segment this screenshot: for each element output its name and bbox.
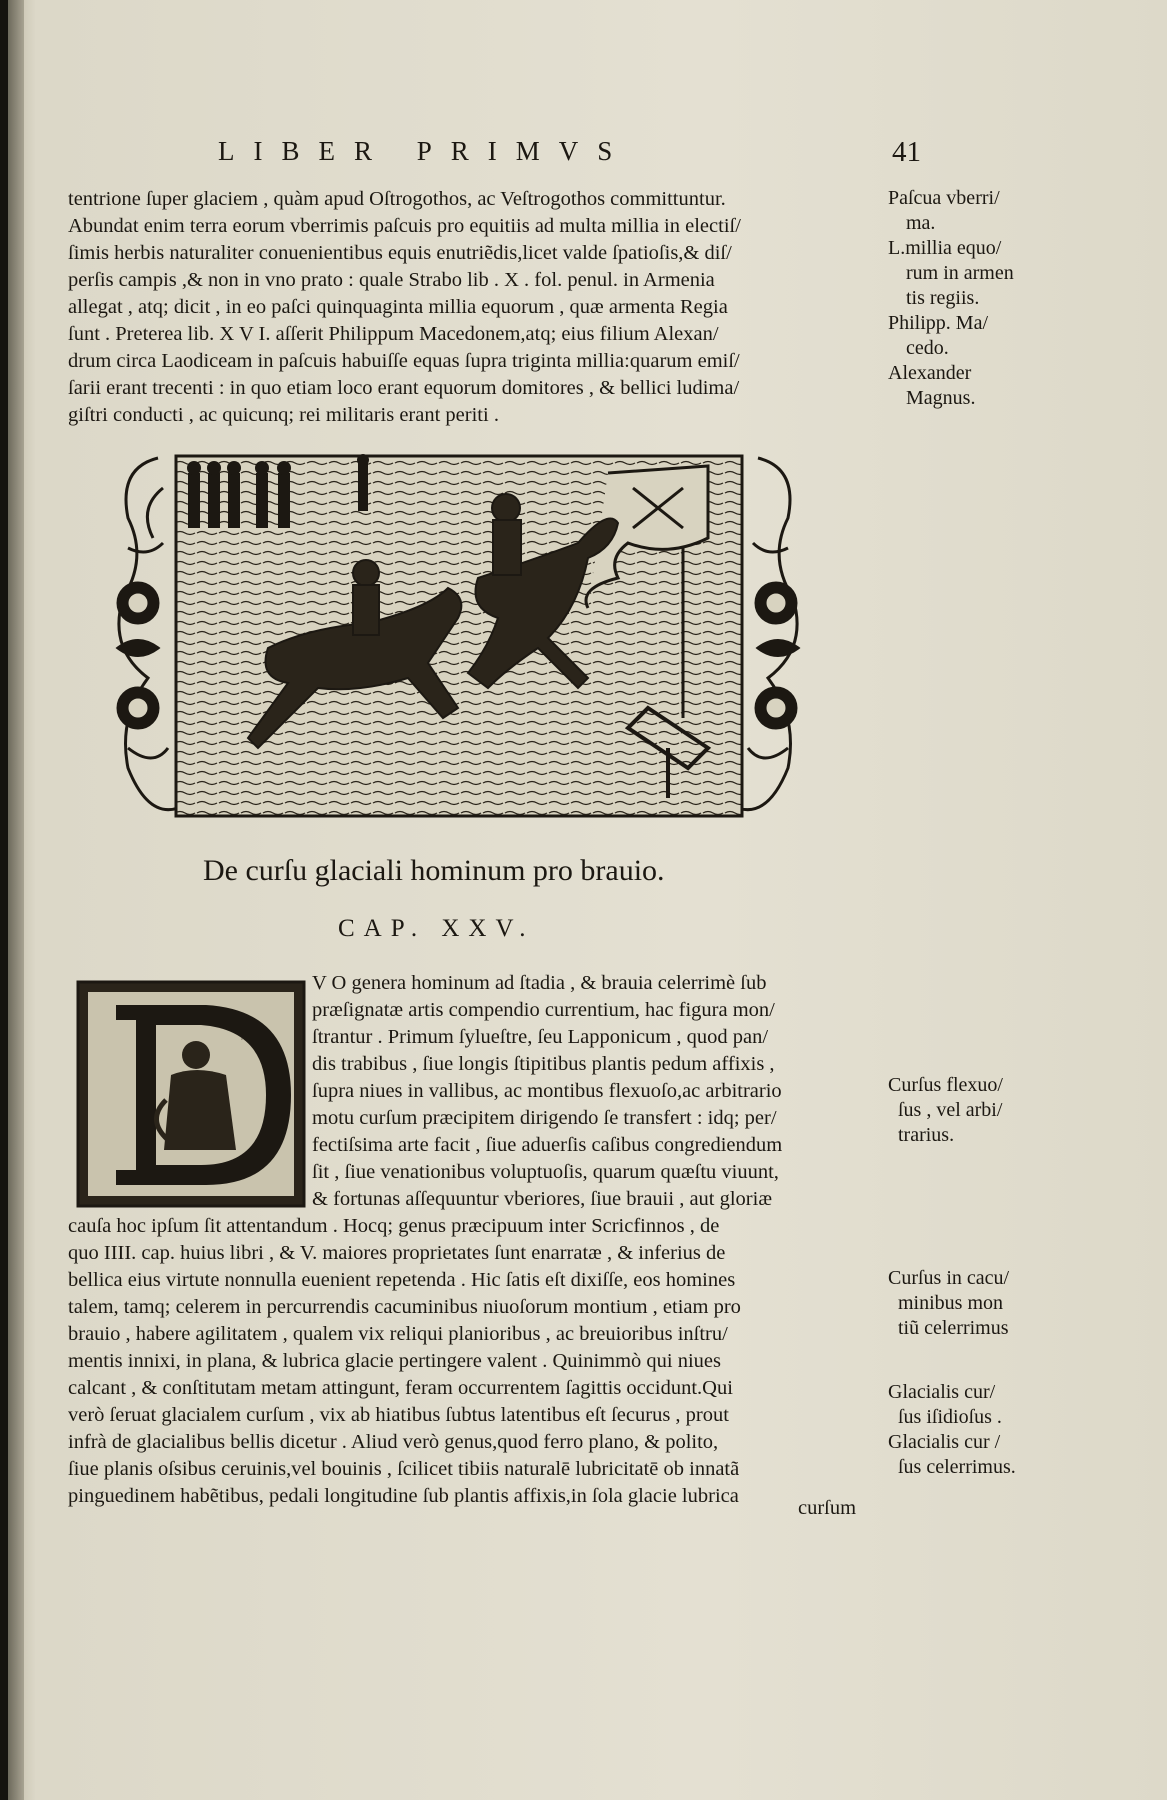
text-line: & fortunas aſſequuntur vberiores, ſiue brauii , aut gloriæ [312, 1188, 772, 1210]
text-line: quo IIII. cap. huius libri , & V. maiores proprietates ſunt enarratæ , & inferius de [68, 1242, 726, 1264]
text-line: tentrione ſuper glaciem , quàm apud Oſtrogothos, ac Veſtrogothos committuntur. [68, 188, 726, 210]
marginal-line: cedo. [906, 337, 949, 359]
marginal-note-glacialis [888, 1380, 1038, 1480]
text-line: talem, tamq; celerem in percurrendis cacuminibus niuoſorum montium , etiam pro [68, 1296, 741, 1318]
marginal-line: minibus mon [898, 1292, 1004, 1314]
section-heading: De curſu glaciali hominum pro brauio. [203, 854, 665, 887]
text-line: verò ſeruat glacialem curſum , vix ab hiatibus ſubtus latentibus eſt ſecurus , prout [68, 1404, 729, 1426]
text-line: bellica eius virtute nonnulla euenient repetenda . Hic ſatis eſt dixiſſe, eos homines [68, 1269, 736, 1291]
ornament-left [118, 458, 178, 810]
running-head: LIBER PRIMVS [218, 136, 632, 166]
text-line: motu curſum præcipitem dirigendo ſe transfert : idq; per/ [312, 1107, 777, 1129]
marginal-line: Philipp. Ma/ [888, 312, 989, 334]
text-line: ſimis herbis naturaliter conuenientibus equis enutriẽdis,licet valde ſpatioſis,& diſ/ [68, 242, 732, 264]
marginal-line: Glacialis cur / [888, 1431, 1001, 1453]
marginal-note-cursus-flexuosus [888, 1073, 1038, 1148]
marginal-line: Glacialis cur/ [888, 1381, 996, 1403]
text-line: pinguedinem habẽtibus, pedali longitudine ſub plantis affixis,in ſola glacie lubrica [68, 1485, 739, 1507]
marginal-note-cursus-cacuminibus [888, 1266, 1038, 1341]
marginal-line: Paſcua vberri/ [888, 187, 1000, 209]
text-line: mentis innixi, in plana, & lubrica glacie pertingere valent . Quinimmò qui niues [68, 1350, 721, 1372]
text-line: perſis campis ,& non in vno prato : quale Strabo lib . X . fol. penul. in Armenia [68, 269, 715, 291]
marginal-notes-top [888, 186, 1038, 411]
text-line: ſiue planis oſsibus ceruinis,vel bouinis , ſcilicet tibiis naturalē lubricitatē ob innatã [68, 1458, 740, 1480]
woodcut-illustration [108, 448, 808, 826]
text-line: calcant , & conſtitutam metam attingunt, feram occurrentem ſagittis occidunt.Qui [68, 1377, 733, 1399]
book-page [8, 0, 1167, 1800]
marginal-line: L.millia equo/ [888, 237, 1002, 259]
text-line: ſunt . Preterea lib. X V I. aſſerit Philippum Macedonem,atq; eius filium Alexan/ [68, 323, 719, 345]
main-paragraph-full [68, 1213, 741, 1510]
top-paragraph [68, 186, 741, 429]
text-line: cauſa hoc ipſum ſit attentandum . Hocq; genus præcipuum inter Scricfinnos , de [68, 1215, 720, 1237]
marginal-line: ſus iſidioſus . [898, 1406, 1002, 1428]
ornament-right [738, 458, 798, 810]
text-line: ſit , ſiue venationibus voluptuoſis, quarum quæſtu viuunt, [312, 1161, 779, 1183]
text-line: ſarii erant trecenti : in quo etiam loco erant equorum domitores , & bellici ludima/ [68, 377, 740, 399]
text-line: dis trabibus , ſiue longis ſtipitibus plantis pedum affixis , [312, 1053, 775, 1075]
text-line: brauio , habere agilitatem , qualem vix reliqui planioribus , ac breuioribus inſtru/ [68, 1323, 728, 1345]
text-line: ſtrantur . Primum ſylueſtre, ſeu Lapponicum , quod pan/ [312, 1026, 769, 1048]
marginal-line: tis regiis. [906, 287, 980, 309]
marginal-line: Curſus flexuo/ [888, 1074, 1003, 1096]
text-line: Abundat enim terra eorum vberrimis paſcuis pro equitiis ad multa millia in electiſ/ [68, 215, 741, 237]
catchword: curſum [798, 1497, 857, 1519]
text-line: giſtri conducti , ac quicunq; rei militaris erant periti . [68, 404, 499, 426]
text-line: præſignatæ artis compendio currentium, hac figura mon/ [312, 999, 775, 1021]
marginal-line: trarius. [898, 1124, 955, 1146]
marginal-line: ſus celerrimus. [898, 1456, 1016, 1478]
initial-letter: D [241, 1039, 243, 1041]
book-gutter [8, 0, 24, 1800]
marginal-line: Alexander [888, 362, 972, 384]
page-number: 41 [892, 136, 921, 168]
text-line: ſupra niues in vallibus, ac montibus flexuoſo,ac arbitrario [312, 1080, 782, 1102]
text-line: infrà de glacialibus bellis dicetur . Aliud verò genus,quod ferro plano, & polito, [68, 1431, 719, 1453]
marginal-line: rum in armen [906, 262, 1014, 284]
marginal-line: Magnus. [906, 387, 976, 409]
decorated-initial [76, 980, 306, 1208]
marginal-line: ma. [906, 212, 936, 234]
marginal-line: ſus , vel arbi/ [898, 1099, 1003, 1121]
marginal-line: tiũ celerrimus [898, 1317, 1009, 1339]
marginal-line: Curſus in cacu/ [888, 1267, 1010, 1289]
text-line: fectiſsima arte facit , ſiue aduerſis caſibus congrediendum [312, 1134, 783, 1156]
chapter-number: CAP. XXV. [338, 915, 535, 942]
text-line: V O genera hominum ad ſtadia , & brauia celerrimè ſub [312, 972, 767, 994]
text-line: allegat , atq; dicit , in eo paſci quinquaginta millia equorum , quæ armenta Regia [68, 296, 728, 318]
text-line: drum circa Laodiceam in paſcuis habuiſſe equas ſupra triginta millia:quarum emiſ/ [68, 350, 740, 372]
main-paragraph-indented [312, 970, 782, 1213]
